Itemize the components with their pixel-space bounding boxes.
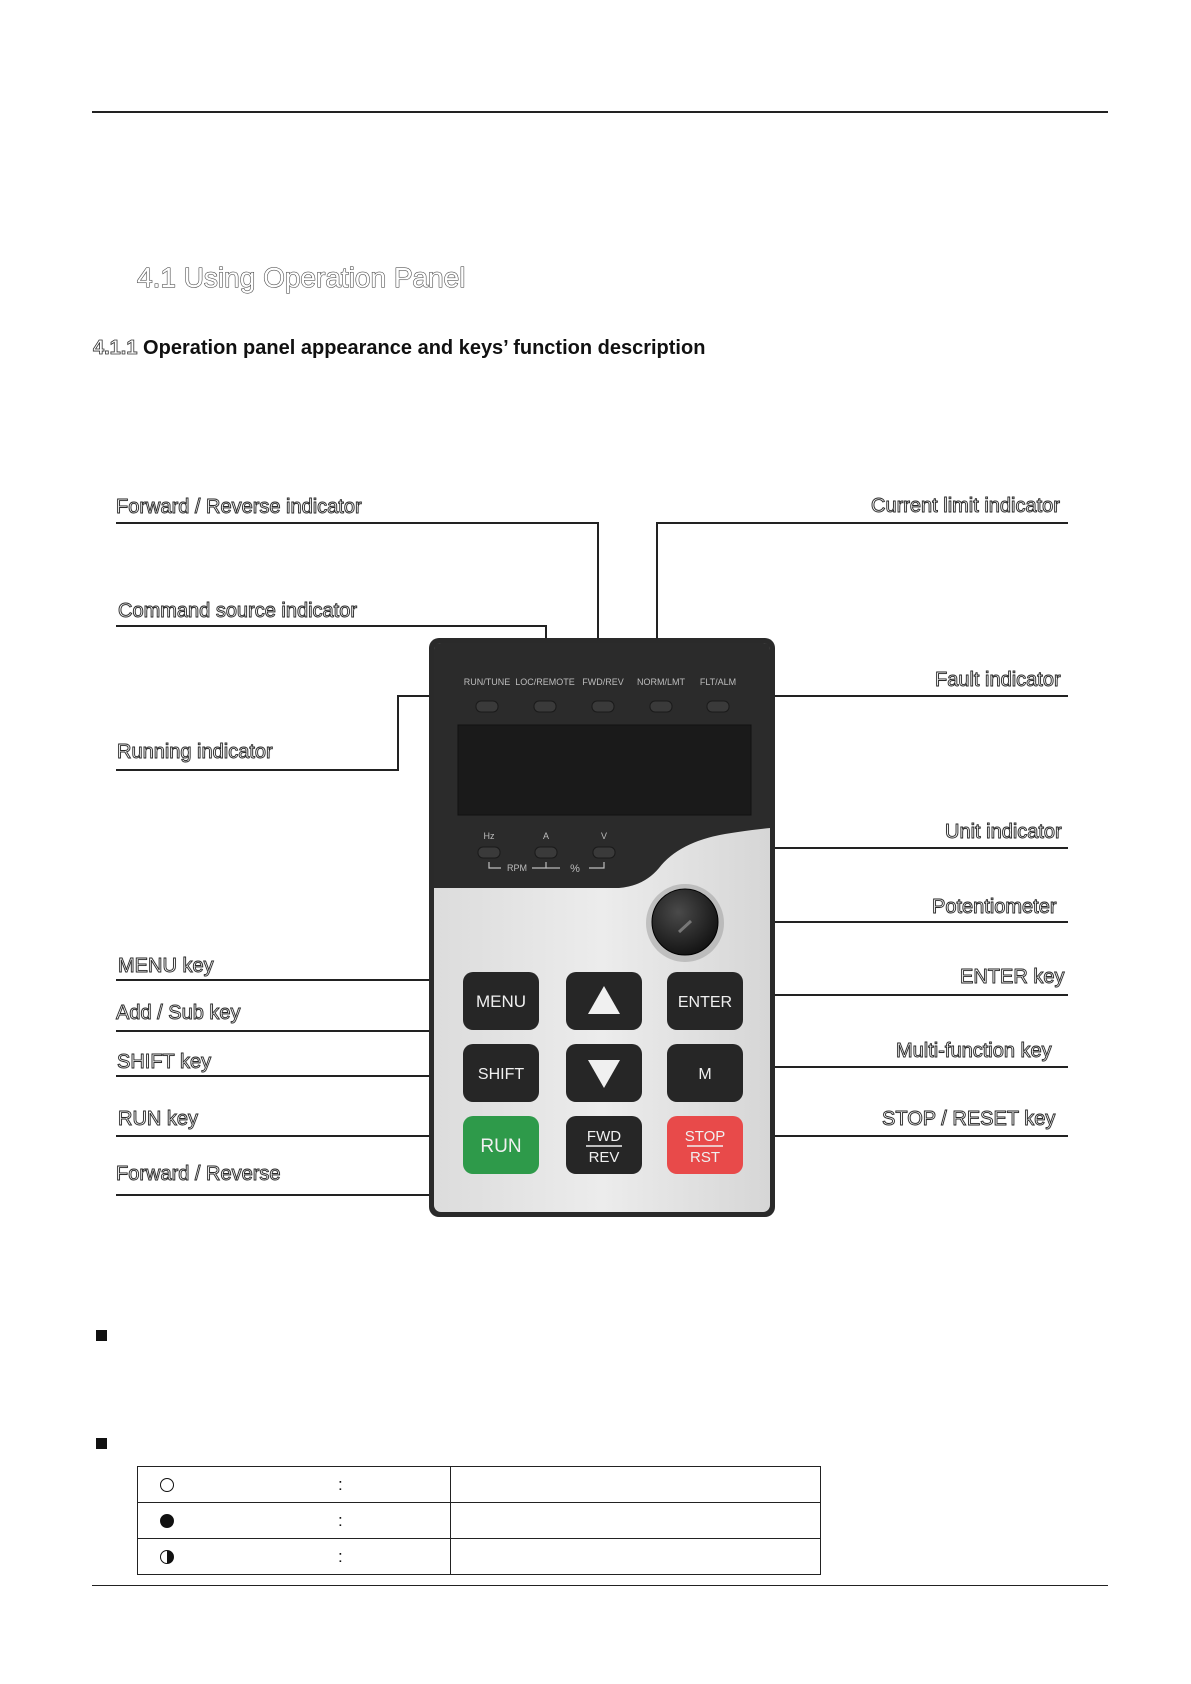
unit-led-v <box>593 847 615 858</box>
label-unit-indicator: Unit indicator <box>945 821 1062 843</box>
led-label-loc-remote: LOC/REMOTE <box>515 677 575 687</box>
led-label-run-tune: RUN/TUNE <box>463 677 511 687</box>
label-potentiometer: Potentiometer <box>932 896 1057 918</box>
shift-key-text: SHIFT <box>477 1066 525 1083</box>
unit-led-hz <box>478 847 500 858</box>
led-norm-lmt <box>650 701 672 712</box>
label-add-sub-key: Add / Sub key <box>116 1002 241 1024</box>
up-key <box>566 972 642 1030</box>
fwd-rev-key <box>566 1116 642 1174</box>
bullet-1 <box>96 1330 107 1341</box>
potentiometer-knob <box>646 884 724 962</box>
rev-key-text: REV <box>588 1149 620 1166</box>
legend-row-on: : <box>138 1503 821 1539</box>
label-fault-indicator: Fault indicator <box>935 669 1061 691</box>
label-menu-key: MENU key <box>118 955 214 977</box>
circle-on-icon <box>160 1514 174 1528</box>
label-stop-reset-key: STOP / RESET key <box>882 1108 1056 1130</box>
indicator-legend-table <box>137 1466 821 1575</box>
legend-row-blink: : <box>138 1539 821 1575</box>
label-command-source-indicator: Command source indicator <box>118 600 357 622</box>
run-key <box>463 1116 539 1174</box>
display-screen <box>458 725 751 815</box>
led-fwd-rev <box>592 701 614 712</box>
label-enter-key: ENTER key <box>960 966 1065 988</box>
bullet-2 <box>96 1438 107 1449</box>
enter-key-text: ENTER <box>677 994 733 1011</box>
menu-key <box>463 972 539 1030</box>
stop-key-text: STOP <box>684 1128 726 1145</box>
fwd-key-text: FWD <box>586 1128 622 1145</box>
footer-rule <box>92 1585 1108 1586</box>
stop-reset-key <box>667 1116 743 1174</box>
enter-key <box>667 972 743 1030</box>
run-key-text: RUN <box>480 1136 522 1157</box>
m-key <box>667 1044 743 1102</box>
led-label-norm-lmt: NORM/LMT <box>637 677 685 687</box>
label-multi-function-key: Multi-function key <box>896 1040 1052 1062</box>
down-key <box>566 1044 642 1102</box>
rst-key-text: RST <box>690 1149 720 1166</box>
unit-label-hz: Hz <box>483 831 495 841</box>
label-running-indicator: Running indicator <box>117 741 273 763</box>
shift-key <box>463 1044 539 1102</box>
led-label-fwd-rev: FWD/REV <box>582 677 624 687</box>
led-label-flt-alm: FLT/ALM <box>699 677 737 687</box>
subsection-text: Operation panel appearance and keys’ function description <box>143 337 706 359</box>
label-run-key: RUN key <box>118 1108 199 1130</box>
led-loc-remote <box>534 701 556 712</box>
label-fwd-rev-indicator: Forward / Reverse indicator <box>116 496 362 518</box>
circle-off-icon <box>160 1478 174 1492</box>
led-run-tune <box>476 701 498 712</box>
unit-label-rpm: RPM <box>507 863 527 873</box>
circle-half-icon <box>160 1550 174 1564</box>
unit-label-v: V <box>600 831 608 841</box>
unit-label-percent: % <box>570 863 580 875</box>
unit-label-a: A <box>542 831 550 841</box>
menu-key-text: MENU <box>475 992 527 1011</box>
unit-led-a <box>535 847 557 858</box>
subsection-number: 4.1.1 <box>93 337 138 359</box>
section-title: 4.1 Using Operation Panel <box>137 262 466 293</box>
label-shift-key: SHIFT key <box>117 1051 212 1073</box>
label-forward-reverse: Forward / Reverse <box>116 1163 281 1185</box>
legend-row-off: : <box>138 1467 821 1503</box>
m-key-text: M <box>698 1066 712 1083</box>
operation-panel <box>429 638 775 1217</box>
label-current-limit-indicator: Current limit indicator <box>871 495 1060 517</box>
led-flt-alm <box>707 701 729 712</box>
